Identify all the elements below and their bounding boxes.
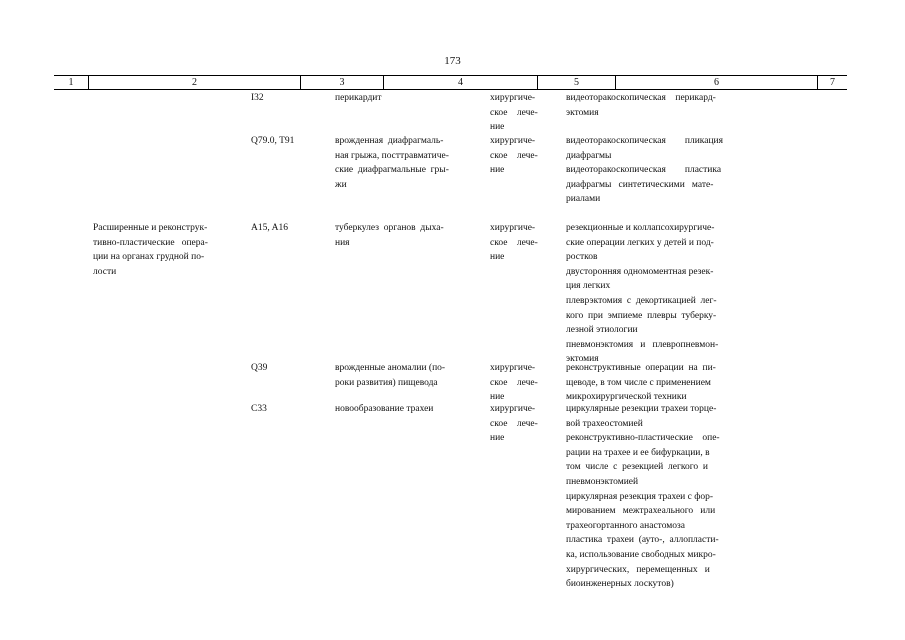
row-4-treatment: хирургиче- ское лече- ние (490, 363, 538, 403)
row-3-code: A15, A16 (251, 223, 288, 233)
header-col-1: 1 (68, 77, 74, 88)
header-col-4: 4 (383, 76, 537, 89)
header-col-3: 3 (300, 76, 383, 89)
header-col-7: 7 (817, 76, 847, 89)
row-5-disease: новообразование трахеи (335, 404, 434, 414)
row-1-code: I32 (251, 93, 264, 103)
header-col-2: 2 (88, 76, 300, 89)
row-5-method: циркулярные резекции трахеи торце- вой трахеостомией реконструктивно-пластические опе- рации на трахее и ее бифуркации, в том числе с резекцией легкого и пневмонэктомией циркулярная резекция трахеи с фор- мированием межтрахеального или трахеогортанного анастомоза пластика трахеи (ауто-, аллопласти- ка, использование свободных микро- хирургических, перемещенных и биоинженерных лоскутов) (566, 404, 720, 590)
row-2-code: Q79.0, T91 (251, 136, 295, 146)
row-1-treatment: хирургиче- ское лече- ние (490, 93, 538, 133)
row-2-method: видеоторакоскопическая пликация диафрагмы видеоторакоскопическая пластика диафрагмы синтетическими мате- риалами (566, 136, 724, 205)
row-1-disease: перикардит (335, 93, 382, 103)
row-4-code: Q39 (251, 363, 268, 373)
row-3-disease: туберкулез органов дыха- ния (335, 223, 444, 248)
header-col-6: 6 (615, 76, 817, 89)
page-number: 173 (444, 55, 461, 67)
row-5-code: C33 (251, 404, 267, 414)
row-4-disease: врожденные аномалии (по- роки развития) пищевода (335, 363, 446, 388)
row-2-disease: врожденная диафрагмаль- ная грыжа, посттравматиче- ские диафрагмальные гры- жи (335, 136, 449, 190)
row-1-method: видеоторакоскопическая перикард- эктомия (566, 93, 716, 118)
row-3-method: резекционные и коллапсохирургиче- ские операции легких у детей и под- ростков двусторонняя одномоментная резек- ция легких плеврэктомия с декортикацией лег- кого при эмпиеме плевры туберку- лезной этиологии пневмонэктомия и плевропневмон- эктомия (566, 223, 719, 365)
row-4-method: реконструктивные операции на пи- щеводе, в том числе с применением микрохирургической техники (566, 363, 716, 403)
table-header (54, 75, 847, 90)
row-3-name: Расширенные и реконструк- тивно-пластические опера- ции на органах грудной по- лости (93, 223, 208, 277)
row-3-treatment: хирургиче- ское лече- ние (490, 223, 538, 263)
header-col-5: 5 (537, 76, 615, 89)
row-2-treatment: хирургиче- ское лече- ние (490, 136, 538, 176)
row-5-treatment: хирургиче- ское лече- ние (490, 404, 538, 444)
